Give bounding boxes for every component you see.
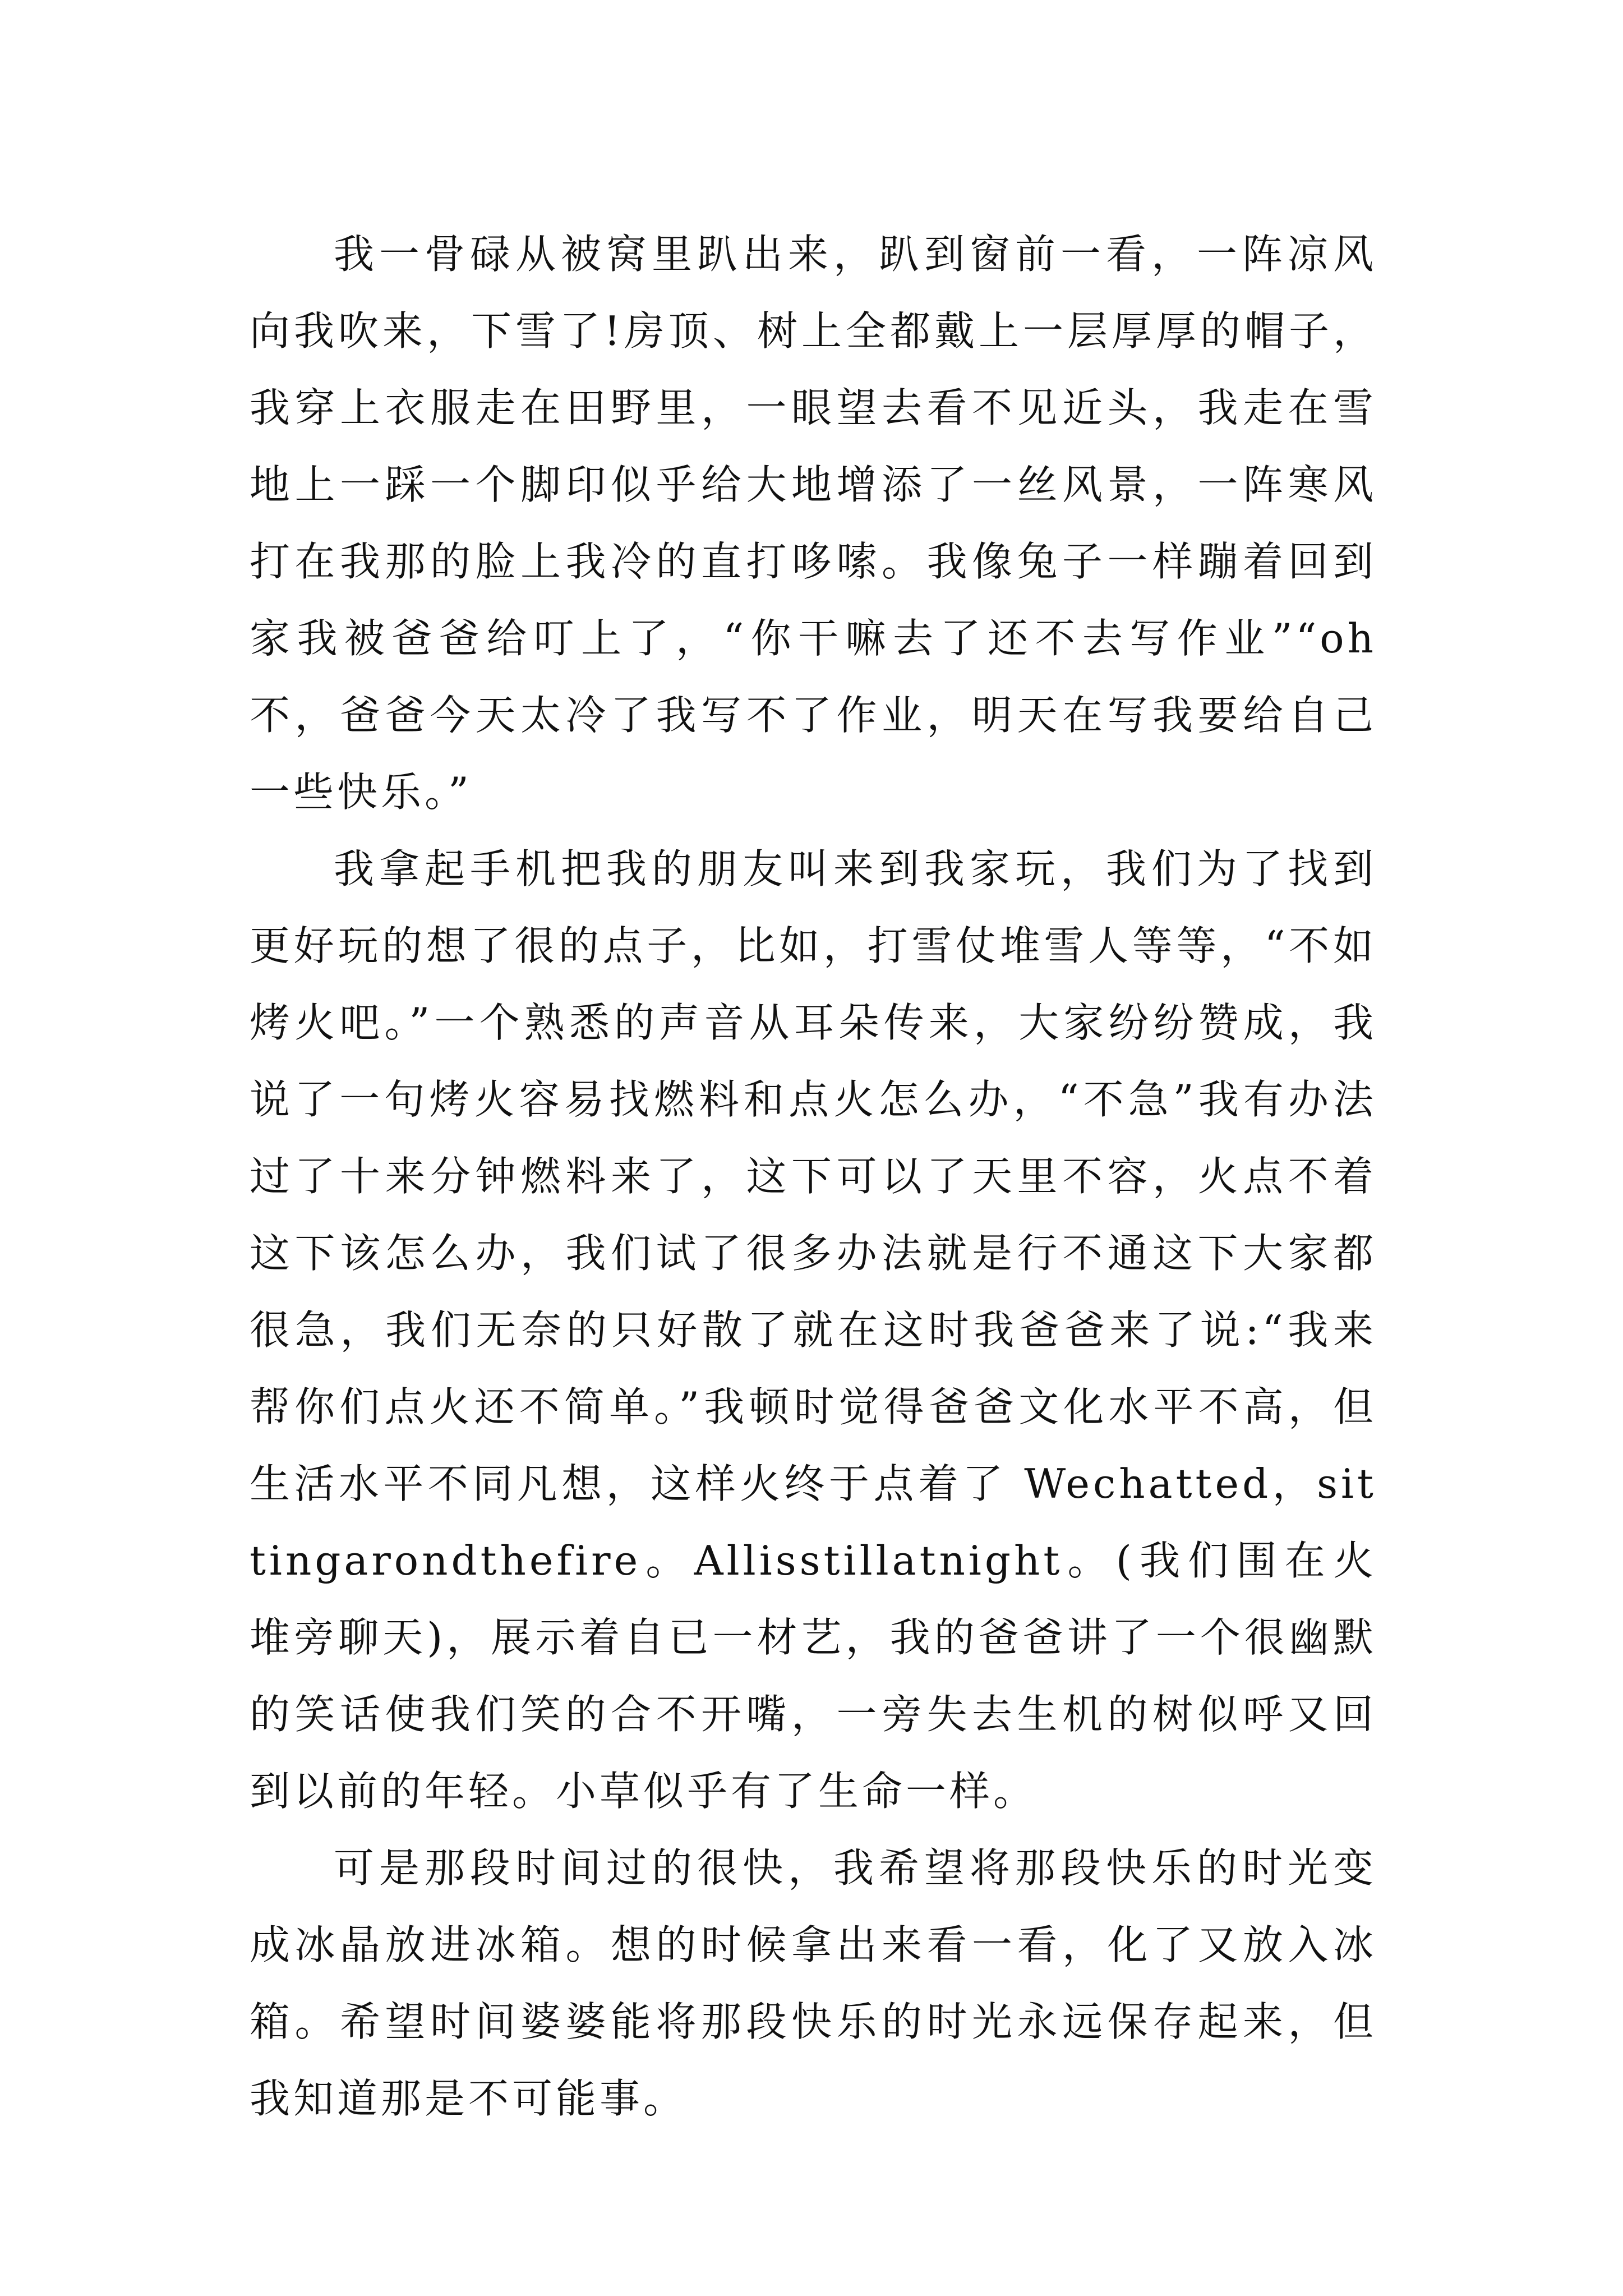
paragraph-1: 我一骨碌从被窝里趴出来，趴到窗前一看，一阵凉风向我吹来，下雪了!房顶、树上全都戴上一层厚厚的帽子，我穿上衣服走在田野里，一眼望去看不见近头，我走在雪地上一踩一个脚印似乎给大地增添了一丝风景，一阵寒风打在我那的脸上我冷的直打哆嗦。我像兔子一样蹦着回到家我被爸爸给叮上了，“你干嘛去了还不去写作业”“oh 不，爸爸今天太冷了我写不了作业，明天在写我要给自己一些快乐。” xyxy=(250,231,1377,816)
paragraph-2: 我拿起手机把我的朋友叫来到我家玩，我们为了找到更好玩的想了很的点子，比如，打雪仗堆雪人等等，“不如烤火吧。”一个熟悉的声音从耳朵传来，大家纷纷赞成，我说了一句烤火容易找燃料和点火怎么办，“不急”我有办法过了十来分钟燃料来了，这下可以了天里不容，火点不着这下该怎么办，我们试了很多办法就是行不通这下大家都很急，我们无奈的只好散了就在这时我爸爸来了说:“我来帮你们点火还不简单。”我顿时觉得爸爸文化水平不高，但生活水平不同凡想，这样火终于点着了 Wechatted，sittingarondthefire。Allisstillatnight。(我们围在火堆旁聊天)，展示着自已一材艺，我的爸爸讲了一个很幽默的笑话使我们笑的合不开嘴，一旁失去生机的树似呼又回到以前的年轻。小草似乎有了生命一样。 xyxy=(250,845,1377,1815)
paragraph-3: 可是那段时间过的很快，我希望将那段快乐的时光变成冰晶放进冰箱。想的时候拿出来看一看，化了又放入冰箱。希望时间婆婆能将那段快乐的时光永远保存起来，但我知道那是不可能事。 xyxy=(250,1844,1377,2122)
essay-body xyxy=(250,216,1377,2137)
